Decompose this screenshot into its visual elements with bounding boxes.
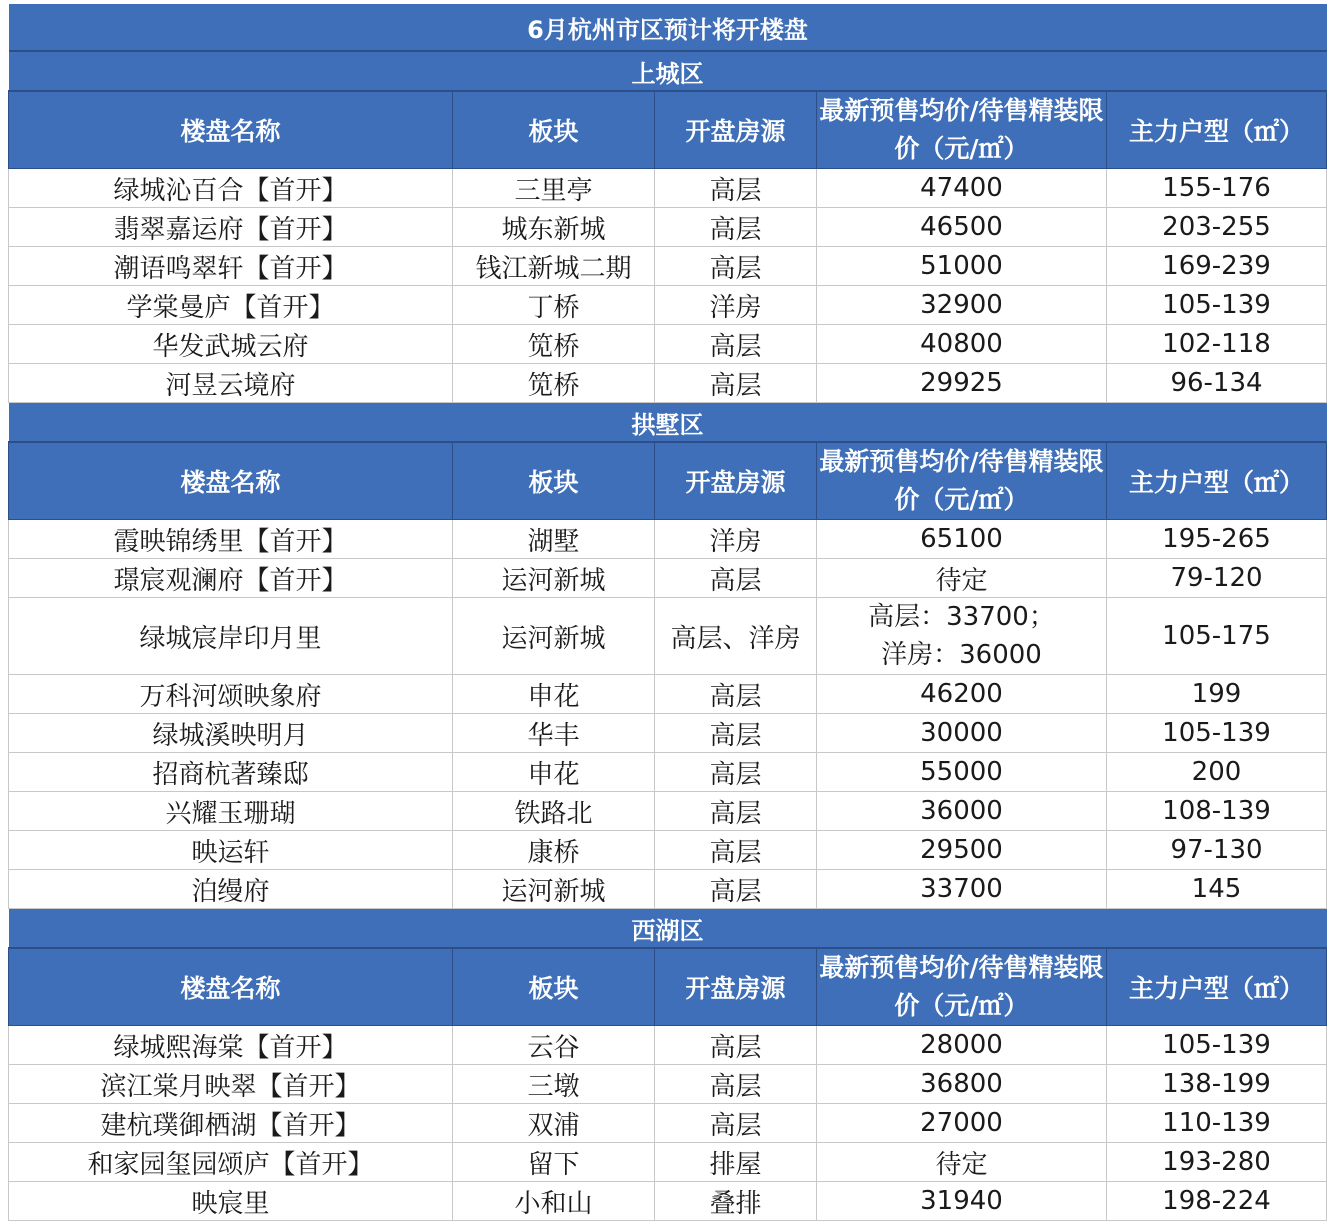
header-type: 开盘房源: [655, 442, 817, 520]
header-size: 主力户型（㎡）: [1107, 442, 1327, 520]
cell-size: 199: [1107, 675, 1327, 714]
column-header-row: [9, 442, 1327, 520]
listing-table-container: [8, 4, 1326, 1221]
cell-price-line: 洋房：36000: [881, 640, 1042, 670]
header-area: 板块: [453, 948, 655, 1026]
cell-price: 29925: [817, 364, 1107, 403]
cell-name: 学棠曼庐【首开】: [9, 286, 453, 325]
cell-name: 绿城熙海棠【首开】: [9, 1026, 453, 1065]
table-row: [9, 520, 1327, 559]
table-row: [9, 559, 1327, 598]
cell-type: 高层: [655, 714, 817, 753]
header-name: 楼盘名称: [9, 948, 453, 1026]
cell-size: 203-255: [1107, 208, 1327, 247]
header-price: 最新预售均价/待售精装限价（元/㎡）: [817, 91, 1107, 169]
cell-price: 待定: [817, 559, 1107, 598]
table-row: [9, 831, 1327, 870]
cell-name: 华发武城云府: [9, 325, 453, 364]
table-row: [9, 675, 1327, 714]
header-price: 最新预售均价/待售精装限价（元/㎡）: [817, 948, 1107, 1026]
cell-price: 32900: [817, 286, 1107, 325]
cell-type: 高层: [655, 325, 817, 364]
cell-area: 湖墅: [453, 520, 655, 559]
cell-area: 铁路北: [453, 792, 655, 831]
listing-table-body: [9, 4, 1327, 1221]
header-area: 板块: [453, 91, 655, 169]
header-type: 开盘房源: [655, 948, 817, 1026]
cell-area: 丁桥: [453, 286, 655, 325]
cell-area: 华丰: [453, 714, 655, 753]
cell-size: 193-280: [1107, 1143, 1327, 1182]
cell-price: 30000: [817, 714, 1107, 753]
table-row: [9, 1104, 1327, 1143]
cell-size: 155-176: [1107, 169, 1327, 208]
cell-area: 小和山: [453, 1182, 655, 1221]
cell-size: 138-199: [1107, 1065, 1327, 1104]
cell-type: 高层: [655, 364, 817, 403]
header-price: 最新预售均价/待售精装限价（元/㎡）: [817, 442, 1107, 520]
cell-price: 33700: [817, 870, 1107, 909]
cell-price-line: 高层：33700；: [868, 602, 1055, 632]
table-row: [9, 1065, 1327, 1104]
column-header-row: [9, 948, 1327, 1026]
cell-area: 钱江新城二期: [453, 247, 655, 286]
section-title: 西湖区: [9, 909, 1327, 949]
cell-type: 洋房: [655, 520, 817, 559]
cell-size: 96-134: [1107, 364, 1327, 403]
cell-name: 绿城溪映明月: [9, 714, 453, 753]
cell-name: 霞映锦绣里【首开】: [9, 520, 453, 559]
cell-type: 高层: [655, 208, 817, 247]
cell-name: 滨江棠月映翠【首开】: [9, 1065, 453, 1104]
cell-price: 51000: [817, 247, 1107, 286]
cell-area: 笕桥: [453, 325, 655, 364]
cell-type: 高层: [655, 1104, 817, 1143]
cell-price: 46200: [817, 675, 1107, 714]
cell-size: 110-139: [1107, 1104, 1327, 1143]
cell-price: 36800: [817, 1065, 1107, 1104]
section-row: [9, 909, 1327, 949]
cell-area: 申花: [453, 675, 655, 714]
cell-price: 40800: [817, 325, 1107, 364]
table-row: [9, 1182, 1327, 1221]
table-row: [9, 753, 1327, 792]
cell-size: 97-130: [1107, 831, 1327, 870]
cell-type: 高层、洋房: [655, 598, 817, 675]
table-row: [9, 286, 1327, 325]
table-row: [9, 714, 1327, 753]
cell-name: 映宸里: [9, 1182, 453, 1221]
cell-type: 洋房: [655, 286, 817, 325]
section-row: [9, 51, 1327, 91]
cell-area: 城东新城: [453, 208, 655, 247]
cell-size: 108-139: [1107, 792, 1327, 831]
cell-size: 105-139: [1107, 286, 1327, 325]
cell-size: 105-175: [1107, 598, 1327, 675]
cell-price: 36000: [817, 792, 1107, 831]
table-row: [9, 169, 1327, 208]
table-row: [9, 792, 1327, 831]
table-row: [9, 364, 1327, 403]
cell-price: 55000: [817, 753, 1107, 792]
cell-name: 万科河颂映象府: [9, 675, 453, 714]
cell-area: 申花: [453, 753, 655, 792]
table-row: [9, 1026, 1327, 1065]
cell-price: 29500: [817, 831, 1107, 870]
cell-size: 79-120: [1107, 559, 1327, 598]
cell-name: 河昱云境府: [9, 364, 453, 403]
listing-table: [8, 4, 1327, 1221]
cell-type: 高层: [655, 870, 817, 909]
cell-area: 留下: [453, 1143, 655, 1182]
cell-name: 建杭璞御栖湖【首开】: [9, 1104, 453, 1143]
cell-area: 运河新城: [453, 598, 655, 675]
cell-price: 47400: [817, 169, 1107, 208]
cell-size: 195-265: [1107, 520, 1327, 559]
header-area: 板块: [453, 442, 655, 520]
cell-area: 运河新城: [453, 870, 655, 909]
cell-area: 三墩: [453, 1065, 655, 1104]
cell-type: 排屋: [655, 1143, 817, 1182]
cell-size: 200: [1107, 753, 1327, 792]
cell-type: 高层: [655, 559, 817, 598]
cell-size: 198-224: [1107, 1182, 1327, 1221]
cell-price: [817, 598, 1107, 675]
cell-name: 翡翠嘉运府【首开】: [9, 208, 453, 247]
table-row: [9, 247, 1327, 286]
cell-type: 高层: [655, 675, 817, 714]
header-name: 楼盘名称: [9, 91, 453, 169]
column-header-row: [9, 91, 1327, 169]
header-type: 开盘房源: [655, 91, 817, 169]
table-row: [9, 1143, 1327, 1182]
cell-name: 映运轩: [9, 831, 453, 870]
cell-size: 145: [1107, 870, 1327, 909]
cell-name: 和家园玺园颂庐【首开】: [9, 1143, 453, 1182]
cell-area: 云谷: [453, 1026, 655, 1065]
cell-area: 运河新城: [453, 559, 655, 598]
header-name: 楼盘名称: [9, 442, 453, 520]
cell-name: 璟宸观澜府【首开】: [9, 559, 453, 598]
cell-name: 招商杭著臻邸: [9, 753, 453, 792]
cell-name: 兴耀玉珊瑚: [9, 792, 453, 831]
cell-type: 高层: [655, 792, 817, 831]
cell-name: 泊缦府: [9, 870, 453, 909]
cell-area: 三里亭: [453, 169, 655, 208]
cell-size: 169-239: [1107, 247, 1327, 286]
cell-price: 27000: [817, 1104, 1107, 1143]
cell-type: 叠排: [655, 1182, 817, 1221]
header-size: 主力户型（㎡）: [1107, 91, 1327, 169]
table-row: [9, 325, 1327, 364]
section-title: 拱墅区: [9, 403, 1327, 443]
cell-price: 31940: [817, 1182, 1107, 1221]
cell-type: 高层: [655, 753, 817, 792]
cell-name: 绿城沁百合【首开】: [9, 169, 453, 208]
cell-type: 高层: [655, 1065, 817, 1104]
cell-size: 102-118: [1107, 325, 1327, 364]
table-row: [9, 598, 1327, 675]
table-row: [9, 870, 1327, 909]
cell-price: 待定: [817, 1143, 1107, 1182]
section-title: 上城区: [9, 51, 1327, 91]
cell-type: 高层: [655, 169, 817, 208]
table-title: 6月杭州市区预计将开楼盘: [9, 4, 1327, 51]
cell-type: 高层: [655, 831, 817, 870]
cell-price: 46500: [817, 208, 1107, 247]
cell-area: 笕桥: [453, 364, 655, 403]
cell-size: 105-139: [1107, 714, 1327, 753]
cell-size: 105-139: [1107, 1026, 1327, 1065]
cell-type: 高层: [655, 247, 817, 286]
cell-type: 高层: [655, 1026, 817, 1065]
table-row: [9, 208, 1327, 247]
cell-price: 28000: [817, 1026, 1107, 1065]
cell-price: 65100: [817, 520, 1107, 559]
cell-name: 绿城宸岸印月里: [9, 598, 453, 675]
cell-name: 潮语鸣翠轩【首开】: [9, 247, 453, 286]
section-row: [9, 403, 1327, 443]
header-size: 主力户型（㎡）: [1107, 948, 1327, 1026]
cell-area: 双浦: [453, 1104, 655, 1143]
table-title-row: [9, 4, 1327, 51]
cell-area: 康桥: [453, 831, 655, 870]
